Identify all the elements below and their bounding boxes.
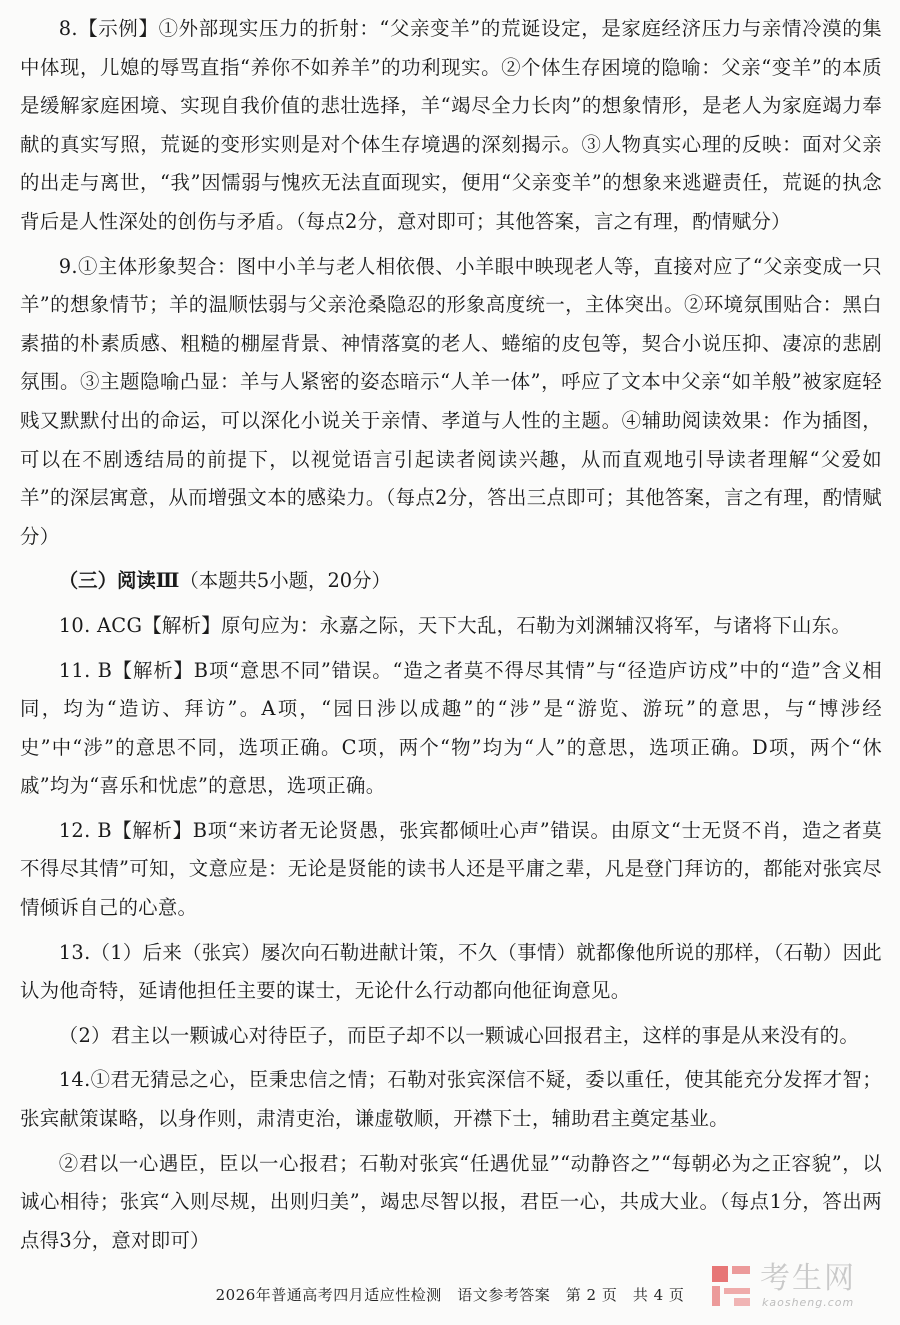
answer-q12: 12. B【解析】B项“来访者无论贤愚，张宾都倾吐心声”错误。由原文“士无贤不肖，造之者莫不得尽其情”可知，文意应是：无论是贤能的读书人还是平庸之辈，凡是登门拜访的，都能对张宾尽情倾诉自己的心意。 bbox=[20, 818, 882, 920]
answer-q14-point1: 14.①君无猜忌之心，臣秉忠信之情；石勒对张宾深信不疑，委以重任，使其能充分发挥才智；张宾献策谋略，以身作则，肃清吏治，谦虚敬顺，开襟下士，辅助君主奠定基业。 bbox=[20, 1068, 882, 1131]
section-title: （三）阅读Ⅲ bbox=[58, 569, 180, 593]
answer-q10: 10. ACG【解析】原句应为：永嘉之际，天下大乱，石勒为刘渊辅汉将军，与诸将下山东。 bbox=[58, 613, 852, 637]
answer-q11: 11. B【解析】B项“意思不同”错误。“造之者莫不得尽其情”与“径造庐访戍”中的“造”含义相同，均为“造访、拜访”。A项，“园日涉以成趣”的“涉”是“游览、游玩”的意思，与“博涉经史”中“涉”的意思不同，选项正确。C项，两个“物”均为“人”的意思，选项正确。D项，两个“休戚”均为“喜乐和忧虑”的意思，选项正确。 bbox=[20, 658, 882, 798]
answer-q13-part1: 13.（1）后来（张宾）屡次向石勒进献计策，不久（事情）就都像他所说的那样，（石勒）因此认为他奇特，延请他担任主要的谋士，无论什么行动都向他征询意见。 bbox=[20, 940, 882, 1003]
section-note: （本题共5小题，20分） bbox=[179, 569, 391, 593]
watermark-brand: 考生网 bbox=[760, 1261, 856, 1296]
watermark bbox=[710, 1262, 878, 1314]
section-heading-reading-3 bbox=[20, 562, 882, 601]
answer-q8: 8.【示例】①外部现实压力的折射：“父亲变羊”的荒诞设定，是家庭经济压力与亲情冷漠的集中体现，儿媳的辱骂直指“养你不如养羊”的功利现实。②个体生存困境的隐喻：父亲“变羊”的本质是缓解家庭困境、实现自我价值的悲壮选择，羊“竭尽全力长肉”的想象情形，是老人为家庭竭力奉献的真实写照，荒诞的变形实则是对个体生存境遇的深刻揭示。③人物真实心理的反映：面对父亲的出走与离世，“我”因懦弱与愧疚无法直面现实，便用“父亲变羊”的想象来逃避责任，荒诞的执念背后是人性深处的创伤与矛盾。（每点2分，意对即可；其他答案，言之有理，酌情赋分） bbox=[20, 17, 882, 233]
answer-q14-point2: ②君以一心遇臣，臣以一心报君；石勒对张宾“任遇优显”“动静咨之”“每朝必为之正容貌”，以诚心相待；张宾“入则尽规，出则归美”，竭忠尽智以报，君臣一心，共成大业。（每点1分，答出两点得3分，意对即可） bbox=[20, 1151, 882, 1252]
answer-content bbox=[20, 10, 882, 1266]
answer-q9: 9.①主体形象契合：图中小羊与老人相依偎、小羊眼中映现老人等，直接对应了“父亲变成一只羊”的想象情节；羊的温顺怯弱与父亲沧桑隐忍的形象高度统一，主体突出。②环境氛围贴合：黑白素描的朴素质感、粗糙的棚屋背景、神情落寞的老人、蜷缩的皮包等，契合小说压抑、凄凉的悲剧氛围。③主题隐喻凸显：羊与人紧密的姿态暗示“人羊一体”，呼应了文本中父亲“如羊般”被家庭轻贱又默默付出的命运，可以深化小说关于亲情、孝道与人性的主题。④辅助阅读效果：作为插图，可以在不剧透结局的前提下，以视觉语言引起读者阅读兴趣，从而直观地引导读者理解“父爱如羊”的深层寓意，从而增强文本的感染力。（每点2分，答出三点即可；其他答案，言之有理，酌情赋分） bbox=[20, 254, 882, 548]
page-footer: 2026年普通高考四月适应性检测 语文参考答案 第 2 页 共 4 页 bbox=[215, 1286, 685, 1304]
answer-q13-part2: （2）君主以一颗诚心对待臣子，而臣子却不以一颗诚心回报君主，这样的事是从来没有的。 bbox=[58, 1023, 860, 1047]
watermark-url: kaosheng.com bbox=[762, 1296, 855, 1309]
kaosheng-logo-icon bbox=[710, 1264, 752, 1308]
